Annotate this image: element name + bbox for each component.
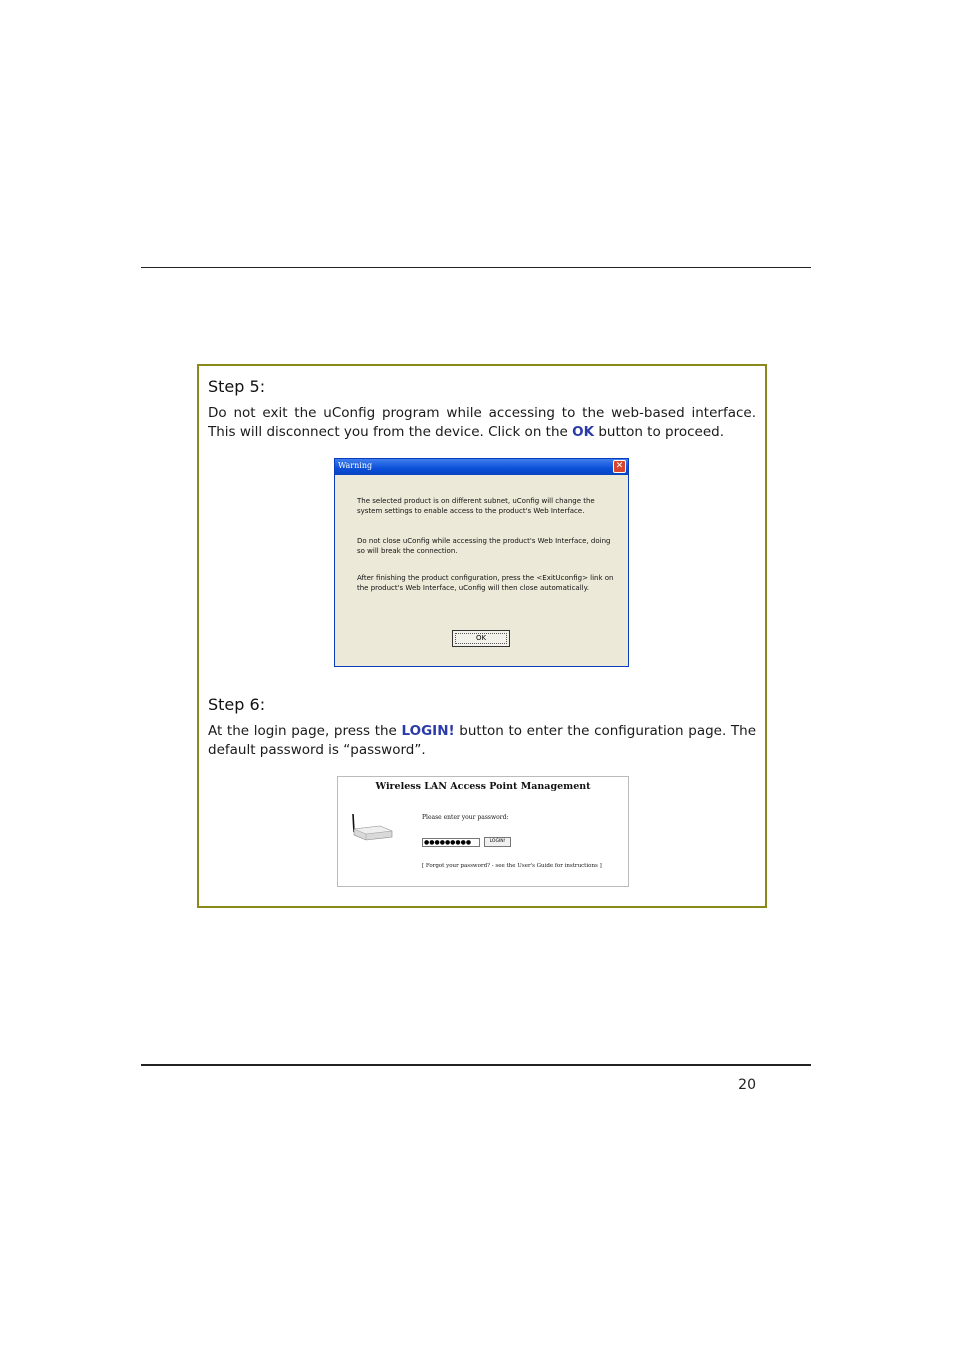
ok-button-label: OK (475, 634, 487, 642)
step5-ok-highlight: OK (572, 423, 595, 440)
step6-title: Step 6: (208, 695, 266, 714)
dialog-title: Warning (338, 461, 373, 470)
close-icon[interactable]: ✕ (613, 460, 626, 473)
password-label: Please enter your password: (422, 814, 509, 821)
step6-text-before: At the login page, press the (208, 723, 402, 739)
step6-text (208, 722, 756, 759)
footer-rule (141, 1064, 811, 1066)
login-button[interactable]: LOGIN! (484, 837, 511, 847)
steps-box (197, 364, 767, 908)
dialog-message-3: After finishing the product configuration, press the <ExitUconfig> link on the product's Web Interface, uConfig will then close automatically. (357, 574, 614, 592)
router-icon (350, 812, 394, 842)
step5-text-before: Do not exit the uConfig program while accessing to the web-based interface. This will disconnect you from the device. Click on the (208, 405, 756, 440)
step5-text (208, 404, 756, 441)
dialog-message-2: Do not close uConfig while accessing the product's Web Interface, doing so will break the connection. (357, 537, 611, 555)
login-panel (337, 776, 629, 887)
step5-title: Step 5: (208, 377, 266, 396)
ok-button[interactable] (452, 630, 510, 647)
forgot-password-text: [ Forgot your password? - see the User's Guide for instructions ] (422, 863, 602, 869)
login-panel-title: Wireless LAN Access Point Management (375, 781, 591, 792)
dialog-message-1: The selected product is on different subnet, uConfig will change the system settings to enable access to the product's Web Interface. (357, 497, 595, 515)
page-number: 20 (738, 1077, 756, 1093)
step5-text-after: button to proceed. (594, 423, 724, 440)
dialog-titlebar (335, 459, 628, 475)
step6-login-highlight: LOGIN! (401, 723, 455, 739)
password-input[interactable]: ●●●●●●●●● (422, 838, 480, 847)
step6-text-after: button to enter the configuration page. The default password is “password”. (208, 723, 756, 758)
warning-dialog (334, 458, 629, 667)
ok-focus-ring (455, 633, 507, 644)
header-rule (141, 267, 811, 268)
